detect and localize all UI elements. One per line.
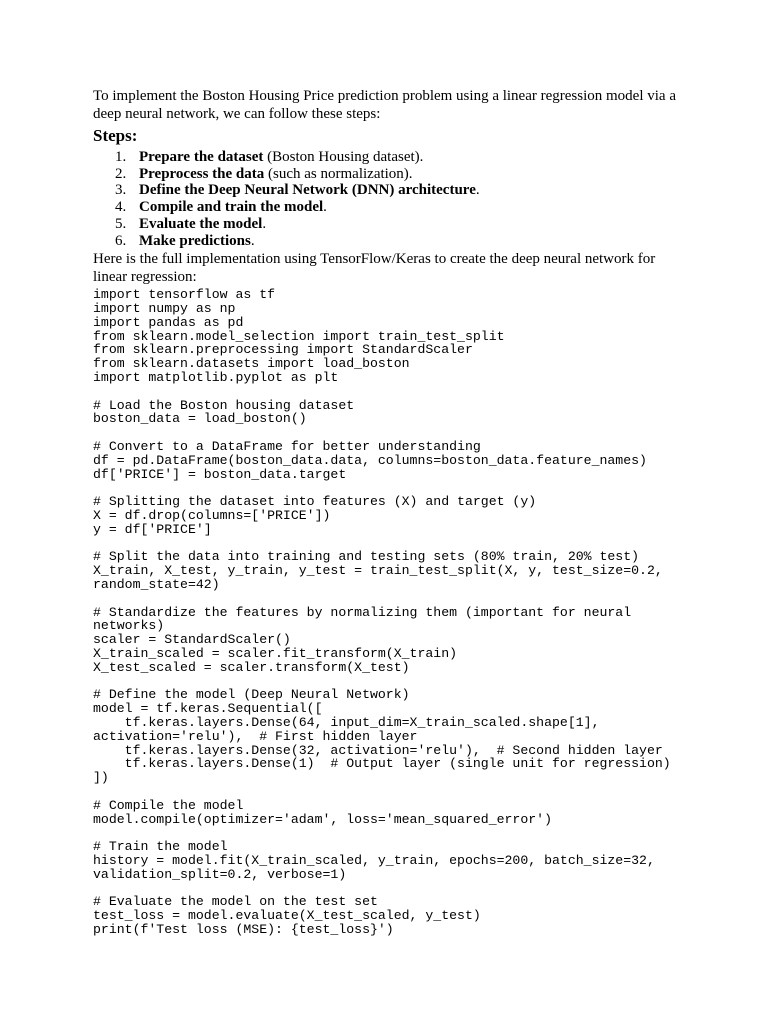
step-detail: . <box>323 199 327 216</box>
step-title: Make predictions <box>139 232 251 249</box>
step-detail: (Boston Housing dataset). <box>263 149 424 165</box>
step-title: Prepare the dataset <box>139 149 264 165</box>
step-item <box>93 233 693 250</box>
step-detail: . <box>250 232 255 249</box>
step-number: 6. <box>115 232 127 249</box>
implementation-paragraph: Here is the full implementation using TensorFlow/Keras to create the deep neural network for linear regression: <box>93 251 656 286</box>
step-item <box>93 182 693 199</box>
step-title: Compile and train the model <box>139 199 324 216</box>
step-number: 2. <box>115 165 127 182</box>
step-item <box>93 149 693 166</box>
step-title: Preprocess the data <box>139 165 265 182</box>
step-number: 3. <box>115 182 127 199</box>
step-number: 1. <box>115 149 127 165</box>
step-detail: . <box>262 215 267 232</box>
step-item <box>93 216 693 233</box>
intro-paragraph: To implement the Boston Housing Price prediction problem using a linear regression model via a deep neural network, we can follow these steps: <box>93 88 676 122</box>
step-title: Evaluate the model <box>139 215 263 232</box>
step-title: Define the Deep Neural Network (DNN) architecture <box>139 182 476 199</box>
steps-heading: Steps: <box>93 126 138 145</box>
document-page <box>93 87 693 937</box>
step-number: 5. <box>115 215 127 232</box>
step-number: 4. <box>115 199 127 216</box>
steps-list <box>93 149 693 249</box>
step-item <box>93 199 693 216</box>
step-item <box>93 166 693 183</box>
code-block: import tensorflow as tf import numpy as np import pandas as pd from sklearn.model_selection import train_test_split from sklearn.preprocessing import StandardScaler from sklearn.datasets import load_boston import matplotlib.pyplot as plt # Load the Boston housing dataset boston_data = load_boston() # Convert to a DataFrame for better understanding df = pd.DataFrame(boston_data.data, columns=boston_data.feature_names) df['PRICE'] = boston_data.target # Splitting the dataset into features (X) and target (y) X = df.drop(columns=['PRICE']) y = df['PRICE'] # Split the data into training and testing sets (80% train, 20% test) X_train, X_test, y_train, y_test = train_test_split(X, y, test_size=0.2, random_state=42) # Standardize the features by normalizing them (important for neural networks) scaler = StandardScaler() X_train_scaled = scaler.fit_transform(X_train) X_test_scaled = scaler.transform(X_test) # Define the model (Deep Neural Network) model = tf.keras.Sequential([ tf.keras.layers.Dense(64, input_dim=X_train_scaled.shape[1], activation='relu'), # First hidden layer tf.keras.layers.Dense(32, activation='relu'), # Second hidden layer tf.keras.layers.Dense(1) # Output layer (single unit for regression) ]) # Compile the model model.compile(optimizer='adam', loss='mean_squared_error') # Train the model history = model.fit(X_train_scaled, y_train, epochs=200, batch_size=32, validation_split=0.2, verbose=1) # Evaluate the model on the test set test_loss = model.evaluate(X_test_scaled, y_test) print(f'Test loss (MSE): {test_loss}') <box>93 287 671 937</box>
step-detail: . <box>475 182 480 199</box>
step-detail: (such as normalization). <box>264 165 413 182</box>
